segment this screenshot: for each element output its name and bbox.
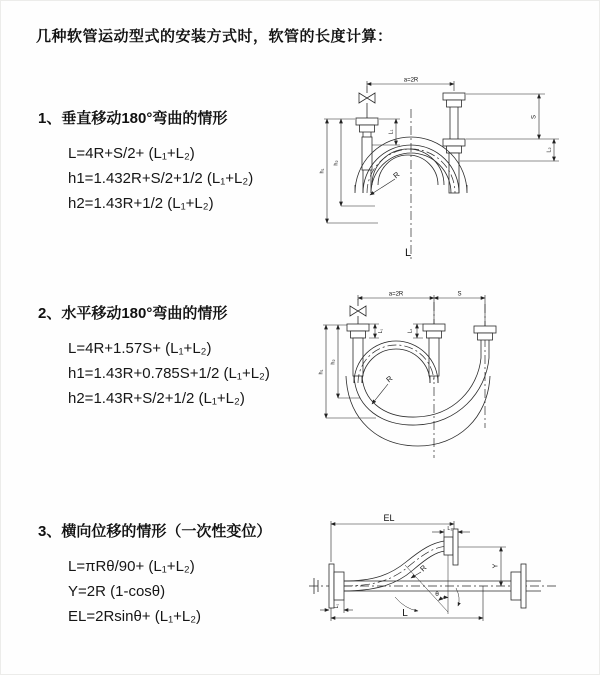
right-flange xyxy=(474,326,496,340)
section-1-heading: 1、垂直移动180°弯曲的情形 xyxy=(38,110,228,127)
valve-icon xyxy=(359,86,375,118)
right-flange-lower xyxy=(443,139,465,153)
formula-line: L=4R+1.57S+ (L₁+L₂) xyxy=(68,340,212,357)
left-flange xyxy=(356,118,378,132)
right-flange-upper xyxy=(443,93,465,107)
formula-line: L=πRθ/90+ (L₁+L₂) xyxy=(68,558,195,575)
diagram-vertical-180-bend xyxy=(311,73,596,263)
section-1 xyxy=(38,107,253,216)
hose-drawing xyxy=(355,86,467,259)
displaced-hose xyxy=(344,541,448,591)
braided-hose-section xyxy=(429,338,439,376)
dim-label-r: R xyxy=(391,169,402,181)
dim-label-l1: L₁ xyxy=(388,129,395,135)
braided-hose-section xyxy=(362,137,372,170)
section-2 xyxy=(38,302,270,411)
valve-icon xyxy=(350,299,366,324)
dim-label-el: EL xyxy=(383,513,395,523)
dimensions xyxy=(319,292,486,419)
dim-label-span: a=2R xyxy=(388,291,404,298)
dim-label-y: Y xyxy=(492,563,500,569)
diagram-horizontal-180-bend xyxy=(316,288,600,463)
section-2-heading: 2、水平移动180°弯曲的情形 xyxy=(38,305,228,322)
dimensions xyxy=(320,78,560,260)
braided-hose-section xyxy=(353,338,363,376)
section-3-formulas xyxy=(38,554,271,629)
dim-label-span: a=2R xyxy=(403,77,419,84)
formula-line: h2=1.43R+1/2 (L₁+L₂) xyxy=(68,195,214,212)
dimensions xyxy=(320,513,506,621)
hose-drawing xyxy=(346,299,496,458)
section-3 xyxy=(38,520,271,629)
dim-label-l: L xyxy=(402,608,408,619)
formula-line: h1=1.432R+S/2+1/2 (L₁+L₂) xyxy=(68,170,254,187)
dim-label-s: S xyxy=(531,114,538,120)
dim-label-r: R xyxy=(418,563,429,574)
hose-arcs xyxy=(346,341,490,446)
page-title: 几种软管运动型式的安装方式时，软管的长度计算： xyxy=(36,28,393,45)
formula-line: L=4R+S/2+ (L₁+L₂) xyxy=(68,145,195,162)
hose-drawing xyxy=(309,529,559,608)
dim-label-l2: L₂ xyxy=(447,526,453,532)
dim-label-h2: h₂ xyxy=(330,359,337,365)
upper-flange xyxy=(444,529,458,565)
diagram-lateral-displacement xyxy=(301,506,600,661)
formula-line: EL=2Rsinθ+ (L₁+L₂) xyxy=(68,608,202,625)
formula-line: h2=1.43R+S/2+1/2 (L₁+L₂) xyxy=(68,390,245,407)
left-flange xyxy=(347,324,369,338)
dim-label-l2: L₂ xyxy=(546,147,553,153)
middle-flange xyxy=(423,324,445,338)
dim-label-h1: h₁ xyxy=(319,168,326,174)
dim-label-h2: h₂ xyxy=(333,160,340,166)
dim-label-theta: θ xyxy=(435,591,439,598)
section-2-formulas xyxy=(38,336,270,411)
dim-label-l1: L₁ xyxy=(334,603,340,609)
dim-label-l: L xyxy=(404,247,412,259)
formula-line: Y=2R (1-cosθ) xyxy=(68,583,166,600)
dim-label-h1: h₁ xyxy=(318,369,325,375)
right-flange xyxy=(511,564,526,608)
left-flange xyxy=(329,564,344,608)
formula-line: h1=1.43R+0.785S+1/2 (L₁+L₂) xyxy=(68,365,270,382)
dim-label-r: R xyxy=(384,373,395,385)
dim-label-l2: L₂ xyxy=(407,328,414,334)
section-3-heading: 3、横向位移的情形（一次性变位） xyxy=(38,523,272,540)
dim-label-s: S xyxy=(457,291,462,298)
dim-label-l1: L₁ xyxy=(378,328,384,334)
section-1-formulas xyxy=(38,141,253,216)
